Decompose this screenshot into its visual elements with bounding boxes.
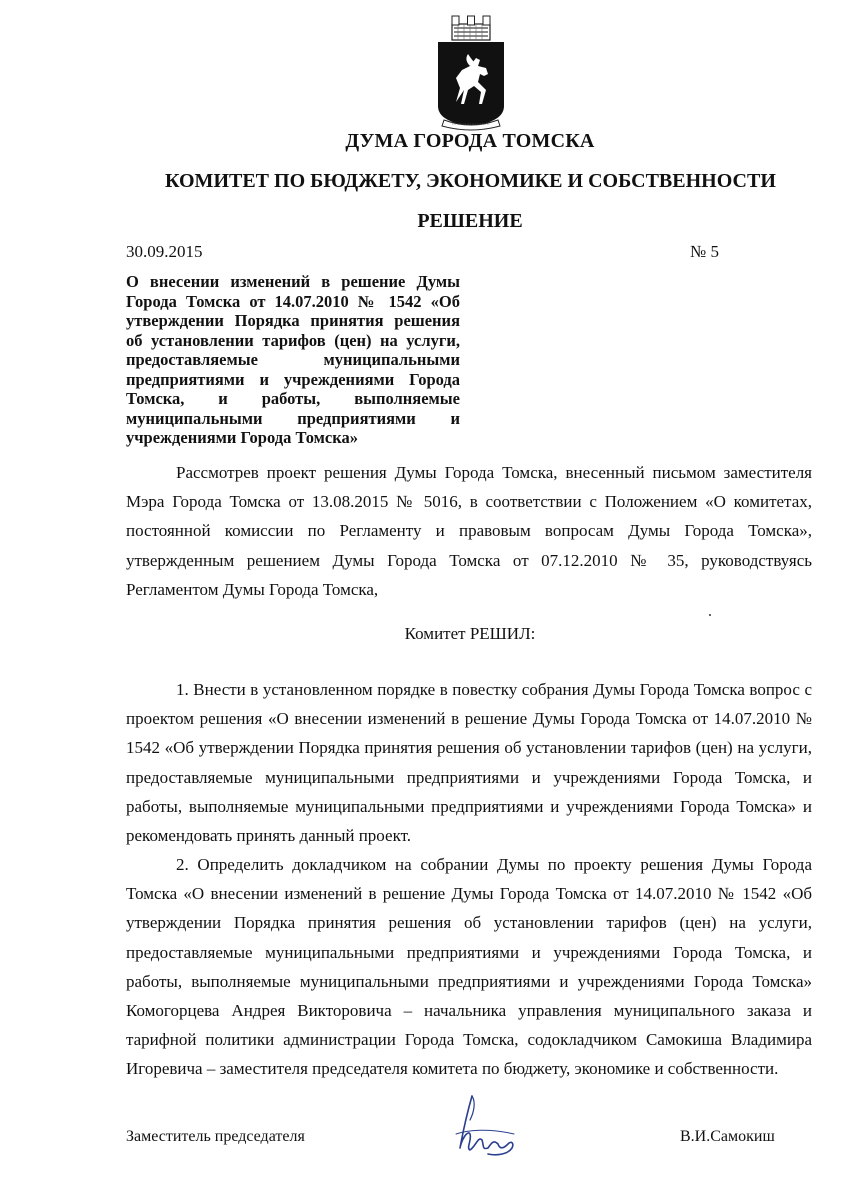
scan-speck [709, 614, 711, 616]
signatory-name: В.И.Самокиш [680, 1128, 775, 1145]
document-type-title: РЕШЕНИЕ [417, 210, 523, 232]
signatory-position: Заместитель председателя [126, 1128, 305, 1145]
resolved-heading: Комитет РЕШИЛ: [404, 624, 536, 643]
handwritten-signature-icon [448, 1090, 528, 1164]
preamble-paragraph: Рассмотрев проект решения Думы Города Томска, внесенный письмом заместителя Мэра Города Томска от 13.08.2015 № 5016, в соответствии с Положением «О комитетах, постоянной комиссии по Регламенту и правовым вопросам Думы Города Томска», утвержденным решением Думы Города Томска от 07.12.2010 № 35, руководствуясь Регламентом Думы Города Томска, [126, 463, 812, 599]
decision-item-1: 1. Внести в установленном порядке в повестку собрания Думы Города Томска вопрос с проектом решения «О внесении изменений в решение Думы Города Томска от 14.07.2010 № 1542 «Об утверждении Порядка принятия решения об установлении тарифов (цен) на услуги, предоставляемые муниципальными предприятиями и учреждениями Города Томска, и работы, выполняемые муниципальными предприятиями и учреждениями Города Томска» и рекомендовать принять данный проект. [126, 680, 812, 846]
document-number: № 5 [690, 242, 719, 261]
document-date: 30.09.2015 [126, 242, 203, 261]
committee-title: КОМИТЕТ ПО БЮДЖЕТУ, ЭКОНОМИКЕ И СОБСТВЕННОСТИ [165, 170, 776, 192]
tomsk-coat-of-arms-icon [434, 14, 508, 132]
document-subject: О внесении изменений в решение Думы Города Томска от 14.07.2010 № 1542 «Об утверждении Порядка принятия решения об установлении тарифов (цен) на услуги, предоставляемые муниципальными предприятиями и учреждениями Города Томска, и работы, выполняемые муниципальными предприятиями и учреждениями Города Томска» [126, 272, 460, 447]
decision-item-2: 2. Определить докладчиком на собрании Думы по проекту решения Думы Города Томска «О внесении изменений в решение Думы Города Томска от 14.07.2010 № 1542 «Об утверждении Порядка принятия решения об установлении тарифов (цен) на услуги, предоставляемые муниципальными предприятиями и учреждениями Города Томска, и работы, выполняемые муниципальными предприятиями и учреждениями Города Томска» Комогорцева Андрея Викторовича – начальника управления муниципального заказа и тарифной политики администрации Города Томска, содокладчиком Самокиша Владимира Игоревича – заместителя председателя комитета по бюджету, экономике и собственности. [126, 855, 812, 1079]
organization-title: ДУМА ГОРОДА ТОМСКА [345, 130, 595, 152]
